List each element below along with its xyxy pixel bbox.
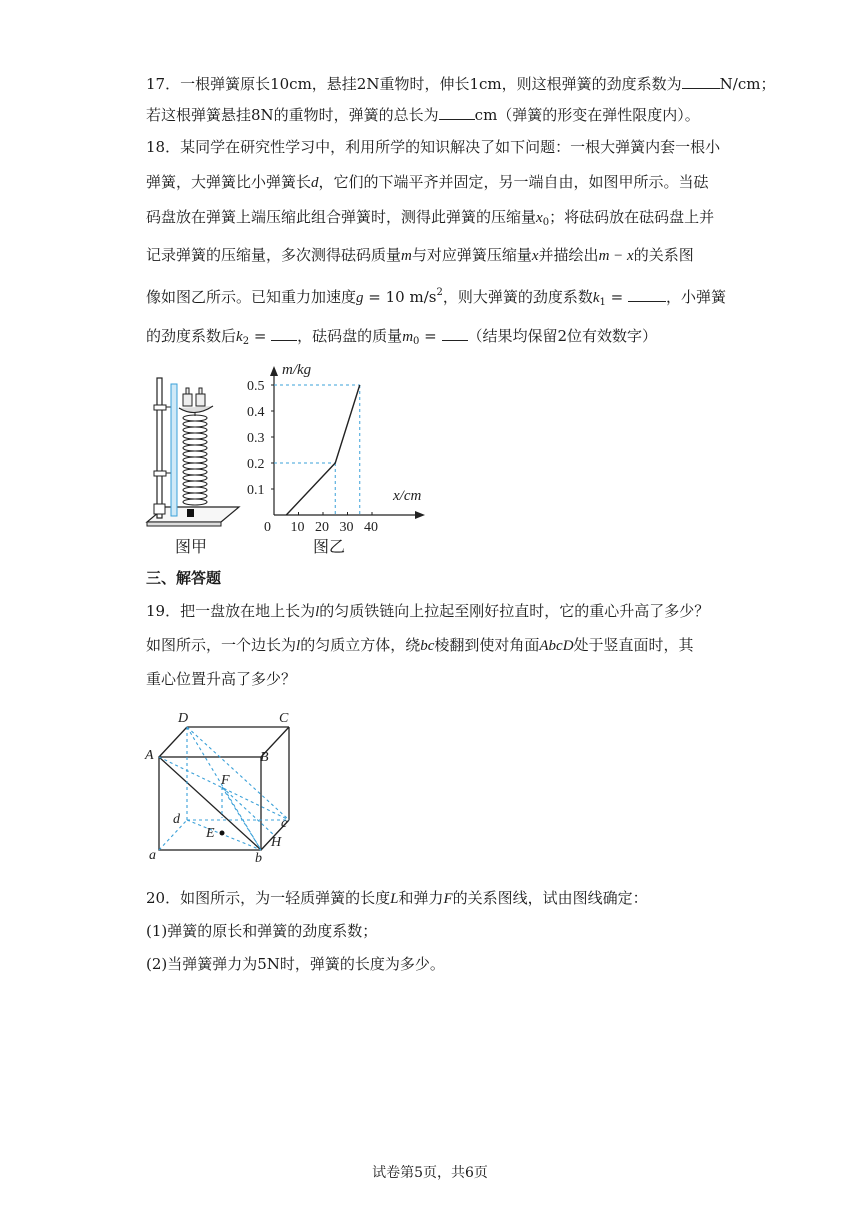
cube-label-E: E: [206, 826, 215, 841]
cube-label-C: C: [279, 711, 289, 726]
y-axis-label: m/kg: [282, 362, 312, 378]
section-title: 三、解答题: [146, 569, 222, 587]
q18-line1: 18．某同学在研究性学习中，利用所学的知识解决了如下问题：一根大弹簧内套一根小: [146, 138, 721, 156]
y-tick-label: 0.4: [247, 405, 265, 420]
m-x-graph: [245, 360, 435, 532]
q18-line5: 像如图乙所示。已知重力加速度g = 10 $m/s^2$，则大弹簧的劲度系数$k_1$ = ，小弹簧: [146, 287, 727, 308]
q18-line6: 的劲度系数后$k_2$ = ，砝码盘的质量$m_0$ = （结果均保留2位有效数字）: [146, 327, 658, 347]
cube-label-a: a: [149, 848, 156, 863]
q19-line2: 如图所示，一个边长为l的匀质立方体，绕bc棱翻到使对角面AbcD处于竖直面时，其: [146, 636, 694, 654]
data-series-line: [286, 385, 360, 515]
answer-blank[interactable]: [682, 74, 720, 89]
answer-blank[interactable]: [439, 105, 475, 120]
q17-line1: 17．一根弹簧原长10cm，悬挂2N重物时，伸长1cm，则这根弹簧的劲度系数为 N/cm；: [146, 75, 776, 93]
q20-line2: (1)弹簧的原长和弹簧的劲度系数；: [146, 922, 378, 940]
answer-blank-k1[interactable]: [628, 287, 666, 302]
y-axis-arrow: [270, 366, 278, 376]
q19-line1: 19．把一盘放在地上长为l的匀质铁链向上拉起至刚好拉直时，它的重心升高了多少？: [146, 602, 710, 620]
figure-yi-caption: 图乙: [313, 537, 346, 556]
q18-line4: 记录弹簧的压缩量，多次测得砝码质量m与对应弹簧压缩量x并描绘出m − x的关系图: [146, 246, 694, 264]
x-tick-label: 40: [364, 520, 378, 532]
x-tick-label: 10: [290, 520, 305, 532]
cube-label-b: b: [255, 851, 262, 865]
q18-line3: 码盘放在弹簧上端压缩此组合弹簧时，测得此弹簧的压缩量$x_0$；将砝码放在砝码盘上并: [146, 208, 715, 228]
x-tick-label: 30: [339, 520, 354, 532]
spring-apparatus-figure: [143, 370, 243, 530]
answer-blank-k2[interactable]: [271, 326, 297, 341]
cube-label-d: d: [173, 812, 180, 827]
figure-jia-caption: 图甲: [175, 537, 208, 556]
y-tick-label: 0.2: [247, 457, 265, 472]
cube-figure: [140, 705, 300, 865]
answer-blank-m0[interactable]: [442, 326, 468, 341]
q20-line1: 20．如图所示，为一轻质弹簧的长度L和弹力F的关系图线，试由图线确定：: [146, 889, 648, 907]
q18-line2: 弹簧，大弹簧比小弹簧长d，它们的下端平齐并固定，另一端自由，如图甲所示。当砝: [146, 173, 709, 191]
q20-line3: (2)当弹簧弹力为5N时，弹簧的长度为多少。: [146, 955, 445, 973]
q17-line2: 若这根弹簧悬挂8N的重物时，弹簧的总长为 cm（弹簧的形变在弹性限度内）。: [146, 106, 700, 124]
x-axis-arrow: [415, 511, 425, 519]
page-footer: 试卷第5页，共6页: [372, 1165, 488, 1181]
x-axis-label: x/cm: [393, 488, 422, 504]
y-tick-label: 0.5: [247, 379, 265, 394]
x-tick-label: 0: [264, 520, 271, 532]
y-tick-label: 0.3: [247, 431, 265, 446]
cube-label-B: B: [260, 750, 269, 765]
y-tick-label: 0.1: [247, 483, 265, 498]
cube-label-H: H: [271, 835, 282, 850]
cube-label-D: D: [178, 711, 189, 726]
cube-label-c: c: [281, 816, 288, 831]
x-tick-label: 20: [315, 520, 329, 532]
cube-label-A: A: [145, 748, 154, 763]
q19-line3: 重心位置升高了多少？: [146, 670, 297, 688]
cube-label-F: F: [221, 773, 230, 788]
